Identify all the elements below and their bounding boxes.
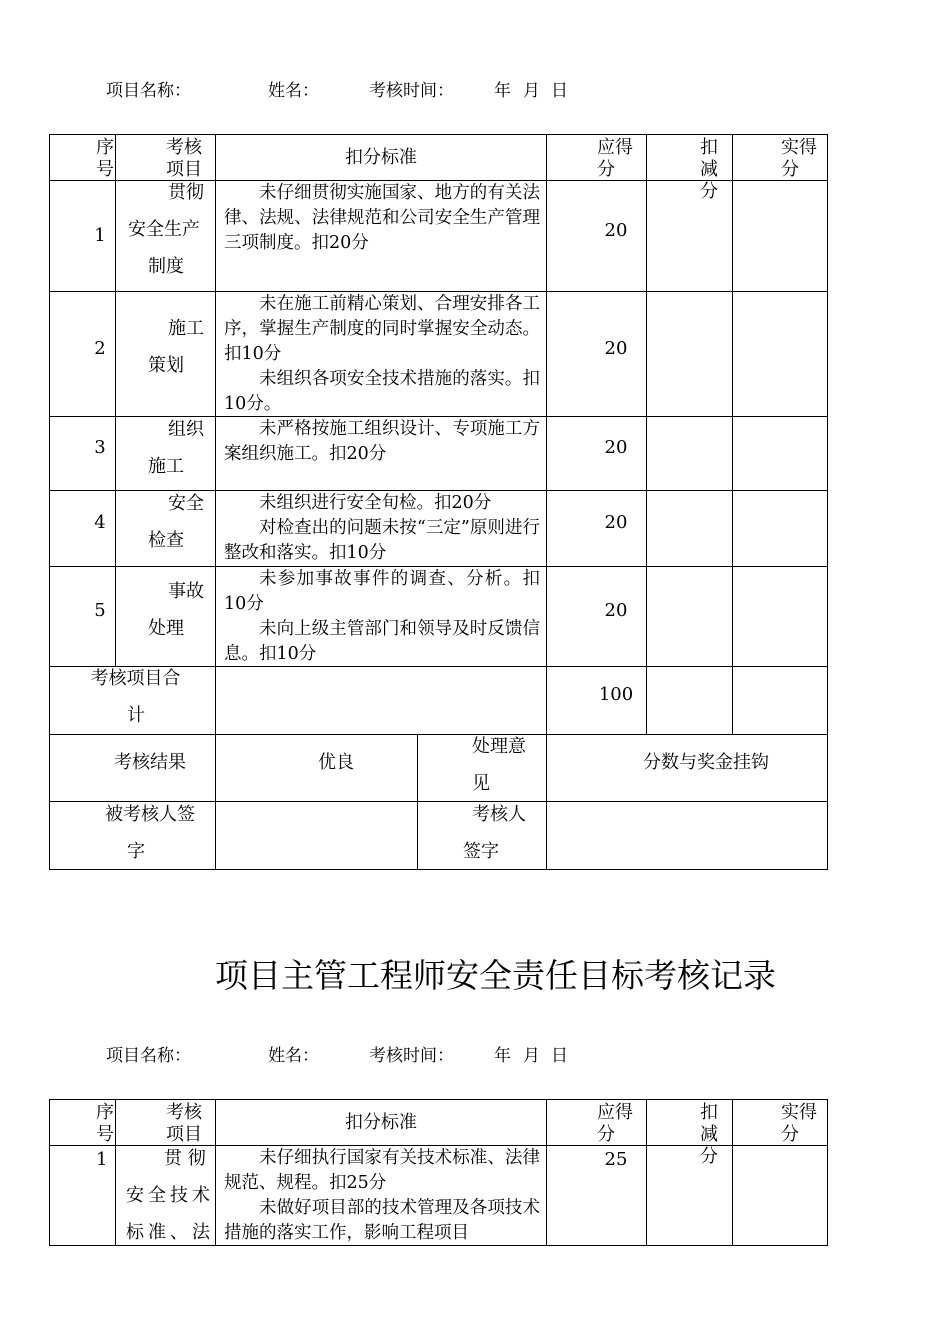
row-2-seq: 2 (94, 338, 106, 359)
header-standard: 扣分标准 (345, 1111, 417, 1133)
opinion-value: 分数与奖金挂钩 (643, 752, 769, 773)
row-5-seq: 5 (94, 600, 106, 621)
t2-row-1-seq: 1 (96, 1149, 108, 1170)
year-label: 年 (494, 1046, 511, 1066)
name-label: 姓名： (268, 1046, 319, 1066)
row-2-due: 20 (604, 338, 628, 359)
month-label: 月 (523, 81, 540, 101)
month-label: 月 (523, 1046, 540, 1066)
row-3-item: 组织 施工 (148, 419, 204, 477)
row-2-item: 施工 策划 (148, 318, 204, 376)
row-2-standard: 未在施工前精心策划、合理安排各工序，掌握生产制度的同时掌握安全动态。扣10分 未组织各项安全技术措施的落实。扣10分。 (224, 294, 540, 414)
row-4-standard: 未组织进行安全旬检。扣20分 对检查出的问题未按“三定”原则进行整改和落实。扣10分 (224, 493, 540, 563)
row-1-seq: 1 (94, 225, 106, 246)
header-standard: 扣分标准 (345, 146, 417, 168)
total-due: 100 (598, 684, 634, 705)
project-name-label: 项目名称： (106, 81, 191, 101)
total-label: 考核项目合 计 (90, 668, 181, 726)
header-deduct: 扣减分 (700, 137, 718, 202)
project-name-label: 项目名称： (106, 1046, 191, 1066)
header-actual: 实得分 (781, 1102, 817, 1145)
header-item: 考核项目 (166, 1102, 202, 1145)
day-label: 日 (551, 1046, 568, 1066)
header-seq: 序号 (96, 137, 114, 180)
row-1-due: 20 (604, 220, 628, 241)
row-4-due: 20 (604, 512, 628, 533)
header-seq: 序号 (96, 1102, 114, 1145)
assessor-sign-label: 考核人 签字 (463, 804, 526, 862)
header-item: 考核项目 (166, 137, 202, 180)
row-4-seq: 4 (94, 512, 106, 533)
t2-row-1-due: 25 (604, 1149, 628, 1170)
day-label: 日 (551, 81, 568, 101)
row-3-due: 20 (604, 437, 628, 458)
name-label: 姓名： (268, 81, 319, 101)
opinion-label: 处理意 见 (472, 736, 526, 794)
row-3-seq: 3 (94, 437, 106, 458)
page-title: 项目主管工程师安全责任目标考核记录 (215, 956, 776, 995)
t2-row-1-standard: 未仔细执行国家有关技术标准、法律规范、规程。扣25分 未做好项目部的技术管理及各项技术措施的落实工作，影响工程项目 (224, 1148, 540, 1243)
time-label: 考核时间： (369, 1046, 454, 1066)
header-actual: 实得分 (781, 137, 817, 180)
header-due: 应得分 (597, 1102, 633, 1145)
t2-row-1-item: 贯 彻 安全技术 标准、法 (126, 1148, 214, 1243)
time-label: 考核时间： (369, 81, 454, 101)
row-1-item: 贯彻 安全生产 制度 (128, 182, 204, 277)
row-4-item: 安全 检查 (148, 493, 204, 551)
result-label: 考核结果 (114, 752, 186, 773)
row-1-standard: 未仔细贯彻实施国家、地方的有关法律、法规、法律规范和公司安全生产管理三项制度。扣20分 (224, 183, 540, 253)
header-due: 应得分 (597, 137, 633, 180)
year-label: 年 (494, 81, 511, 101)
row-5-due: 20 (604, 600, 628, 621)
result-value: 优良 (318, 752, 354, 773)
row-3-standard: 未严格按施工组织设计、专项施工方案组织施工。扣20分 (224, 419, 540, 464)
row-5-item: 事故 处理 (148, 581, 204, 639)
header-deduct: 扣减分 (700, 1102, 718, 1167)
assessee-sign-label: 被考核人签 字 (105, 804, 195, 862)
row-5-standard: 未参加事故事件的调查、分析。扣10分 未向上级主管部门和领导及时反馈信息。扣10分 (224, 569, 540, 664)
